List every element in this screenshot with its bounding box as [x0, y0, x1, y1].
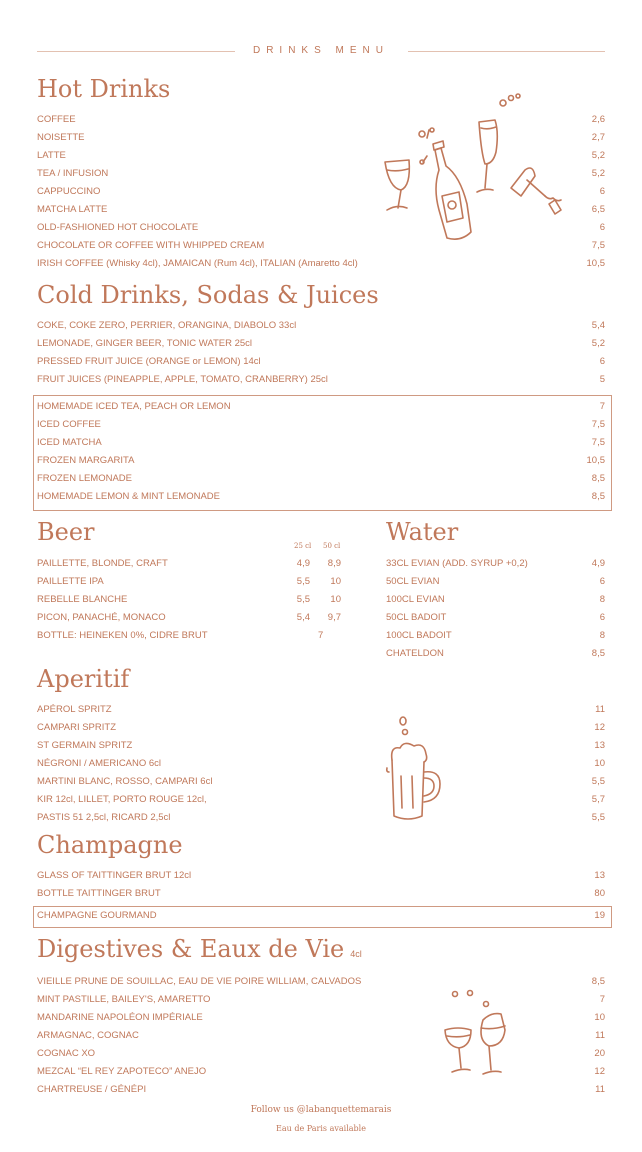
- item-name: FROZEN MARGARITA: [37, 455, 135, 466]
- item-price: 5,2: [591, 168, 605, 179]
- item-price: 19: [594, 910, 605, 921]
- menu-item-row: [386, 609, 605, 627]
- beer-column-header-50cl: 50 cl: [323, 542, 341, 550]
- item-price: 20: [594, 1048, 605, 1059]
- menu-item-row: [37, 398, 605, 416]
- item-price: 12: [594, 1066, 605, 1077]
- beer-item-row: [37, 609, 341, 627]
- item-price: 11: [595, 1030, 605, 1041]
- item-price: 6: [599, 576, 605, 587]
- item-name: MANDARINE NAPOLÉON IMPÉRIALE: [37, 1012, 203, 1023]
- menu-item-row: [37, 791, 605, 809]
- wine-bottle-and-glasses-icon: [375, 92, 575, 244]
- item-price: 7: [599, 401, 605, 412]
- champagne-gourmand-row: [37, 907, 605, 925]
- item-name: IRISH COFFEE (Whisky 4cl), JAMAICAN (Rum 4cl), ITALIAN (Amaretto 4cl): [37, 258, 358, 269]
- item-price: 8,5: [591, 976, 605, 987]
- item-price: 5: [599, 374, 605, 385]
- menu-item-row: [37, 1009, 605, 1027]
- item-name: MARTINI BLANC, ROSSO, CAMPARI 6cl: [37, 776, 213, 787]
- menu-item-row: [37, 335, 605, 353]
- menu-item-row: [37, 317, 605, 335]
- item-name: FRUIT JUICES (PINEAPPLE, APPLE, TOMATO, CRANBERRY) 25cl: [37, 374, 328, 385]
- item-name: PICON, PANACHÉ, MONACO: [37, 612, 166, 623]
- menu-item-row: [37, 1063, 605, 1081]
- beer-item-row: [37, 555, 341, 573]
- item-price: 6: [599, 222, 605, 233]
- menu-item-row: [37, 973, 605, 991]
- item-price-25cl: 4,9: [296, 558, 310, 569]
- item-price: 10,5: [586, 455, 605, 466]
- beer-item-row: [37, 573, 341, 591]
- item-price: 4,9: [591, 558, 605, 569]
- menu-item-row: [37, 701, 605, 719]
- item-price: 5,7: [591, 794, 605, 805]
- menu-item-row: [386, 591, 605, 609]
- item-name: COFFEE: [37, 114, 76, 125]
- menu-item-row: [386, 555, 605, 573]
- item-price-25cl: 5,5: [296, 594, 310, 605]
- menu-item-row: [37, 255, 605, 273]
- menu-item-row: [37, 1045, 605, 1063]
- menu-item-row: [37, 1081, 605, 1099]
- menu-item-row: [37, 737, 605, 755]
- item-price: 7: [318, 630, 324, 641]
- menu-item-row: [37, 353, 605, 371]
- item-name: PASTIS 51 2,5cl, RICARD 2,5cl: [37, 812, 171, 823]
- item-price: 7,5: [591, 437, 605, 448]
- item-name: HOMEMADE ICED TEA, PEACH OR LEMON: [37, 401, 231, 412]
- item-name: CHATELDON: [386, 648, 444, 659]
- item-name: ST GERMAIN SPRITZ: [37, 740, 133, 751]
- item-price: 11: [595, 1084, 605, 1095]
- item-price: 8: [599, 594, 605, 605]
- item-name: COKE, COKE ZERO, PERRIER, ORANGINA, DIABOLO 33cl: [37, 320, 297, 331]
- menu-item-row: [37, 991, 605, 1009]
- item-name: 100CL EVIAN: [386, 594, 445, 605]
- menu-item-row: [37, 371, 605, 389]
- item-name: COGNAC XO: [37, 1048, 96, 1059]
- menu-item-row: [37, 773, 605, 791]
- item-name: OLD-FASHIONED HOT CHOCOLATE: [37, 222, 199, 233]
- menu-item-row: [37, 452, 605, 470]
- item-price-25cl: 5,4: [296, 612, 310, 623]
- item-price: 6: [599, 612, 605, 623]
- item-price: 6: [599, 356, 605, 367]
- item-price: 2,6: [591, 114, 605, 125]
- item-price: 80: [594, 888, 605, 899]
- item-name: PAILLETTE, BLONDE, CRAFT: [37, 558, 168, 569]
- item-price-50cl: 10: [330, 576, 341, 587]
- digestives-unit: 4cl: [350, 949, 362, 959]
- item-price-25cl: 5,5: [296, 576, 310, 587]
- menu-item-row: [37, 885, 605, 903]
- item-name: CHAMPAGNE GOURMAND: [37, 910, 157, 921]
- item-name: CAPPUCCINO: [37, 186, 101, 197]
- item-price: 10: [594, 1012, 605, 1023]
- item-price-50cl: 10: [330, 594, 341, 605]
- item-price: 2,7: [591, 132, 605, 143]
- beer-mug-icon: [384, 716, 448, 824]
- digestives-title-text: Digestives & Eaux de Vie: [37, 935, 345, 963]
- item-name: LEMONADE, GINGER BEER, TONIC WATER 25cl: [37, 338, 253, 349]
- header-divider-right: [408, 51, 605, 52]
- item-name: CHARTREUSE / GÉNÉPI: [37, 1084, 147, 1095]
- clinking-glasses-icon: [443, 990, 519, 1082]
- item-price-50cl: 8,9: [327, 558, 341, 569]
- item-name: 50CL BADOIT: [386, 612, 447, 623]
- item-price: 7: [599, 994, 605, 1005]
- item-name: PAILLETTE IPA: [37, 576, 104, 587]
- item-name: 100CL BADOIT: [386, 630, 452, 641]
- item-price: 6: [599, 186, 605, 197]
- item-name: ARMAGNAC, COGNAC: [37, 1030, 139, 1041]
- menu-title: DRINKS MENU: [252, 45, 389, 56]
- item-name: BOTTLE TAITTINGER BRUT: [37, 888, 161, 899]
- beer-column-header-25cl: 25 cl: [294, 542, 312, 550]
- item-name: CAMPARI SPRITZ: [37, 722, 116, 733]
- beer-bottle-row: [37, 627, 341, 645]
- item-name: PRESSED FRUIT JUICE (ORANGE or LEMON) 14cl: [37, 356, 261, 367]
- item-name: TEA / INFUSION: [37, 168, 109, 179]
- section-title-hot-drinks: Hot Drinks: [37, 75, 171, 103]
- section-title-cold-drinks: Cold Drinks, Sodas & Juices: [37, 281, 379, 309]
- section-title-water: Water: [386, 518, 459, 546]
- item-name: REBELLE BLANCHE: [37, 594, 128, 605]
- menu-item-row: [386, 645, 605, 663]
- item-price: 8,5: [591, 648, 605, 659]
- footer-water-note: Eau de Paris available: [276, 1124, 366, 1133]
- item-name: MINT PASTILLE, BAILEY'S, AMARETTO: [37, 994, 211, 1005]
- menu-item-row: [37, 867, 605, 885]
- item-name: FROZEN LEMONADE: [37, 473, 133, 484]
- item-price: 8,5: [591, 473, 605, 484]
- item-name: NOISETTE: [37, 132, 85, 143]
- menu-item-row: [37, 1027, 605, 1045]
- item-price-50cl: 9,7: [327, 612, 341, 623]
- section-title-aperitif: Aperitif: [37, 665, 130, 693]
- item-name: MEZCAL “EL REY ZAPOTECO” ANEJO: [37, 1066, 207, 1077]
- item-price: 7,5: [591, 240, 605, 251]
- item-price: 5,2: [591, 150, 605, 161]
- item-name: 33CL EVIAN (ADD. SYRUP +0,2): [386, 558, 528, 569]
- item-name: GLASS OF TAITTINGER BRUT 12cl: [37, 870, 192, 881]
- item-price: 8: [599, 630, 605, 641]
- section-title-champagne: Champagne: [37, 831, 183, 859]
- item-price: 10,5: [586, 258, 605, 269]
- beer-item-row: [37, 591, 341, 609]
- item-name: CHOCOLATE OR COFFEE WITH WHIPPED CREAM: [37, 240, 265, 251]
- menu-item-row: [37, 488, 605, 506]
- item-name: ICED MATCHA: [37, 437, 102, 448]
- item-name: 50CL EVIAN: [386, 576, 440, 587]
- item-name: KIR 12cl, LILLET, PORTO ROUGE 12cl,: [37, 794, 207, 805]
- item-price: 5,5: [591, 776, 605, 787]
- section-title-beer: Beer: [37, 518, 95, 546]
- item-name: HOMEMADE LEMON & MINT LEMONADE: [37, 491, 220, 502]
- menu-item-row: [37, 719, 605, 737]
- menu-item-row: [37, 755, 605, 773]
- item-price: 12: [594, 722, 605, 733]
- item-price: 10: [594, 758, 605, 769]
- section-title-digestives: [37, 935, 362, 963]
- item-price: 5,5: [591, 812, 605, 823]
- menu-item-row: [386, 627, 605, 645]
- menu-item-row: [37, 434, 605, 452]
- item-price: 7,5: [591, 419, 605, 430]
- item-price: 11: [595, 704, 605, 715]
- menu-item-row: [386, 573, 605, 591]
- item-name: APÉROL SPRITZ: [37, 704, 112, 715]
- item-price: 5,4: [591, 320, 605, 331]
- menu-item-row: [37, 809, 605, 827]
- footer-follow: Follow us @labanquettemarais: [250, 1105, 392, 1115]
- item-name: ICED COFFEE: [37, 419, 101, 430]
- item-price: 8,5: [591, 491, 605, 502]
- item-name: NÉGRONI / AMERICANO 6cl: [37, 758, 162, 769]
- item-price: 6,5: [591, 204, 605, 215]
- menu-item-row: [37, 416, 605, 434]
- menu-item-row: [37, 470, 605, 488]
- item-price: 13: [594, 870, 605, 881]
- item-name: VIEILLE PRUNE DE SOUILLAC, EAU DE VIE POIRE WILLIAM, CALVADOS: [37, 976, 362, 987]
- item-name: MATCHA LATTE: [37, 204, 108, 215]
- item-price: 5,2: [591, 338, 605, 349]
- item-name: BOTTLE: HEINEKEN 0%, CIDRE BRUT: [37, 630, 208, 641]
- item-name: LATTE: [37, 150, 66, 161]
- item-price: 13: [594, 740, 605, 751]
